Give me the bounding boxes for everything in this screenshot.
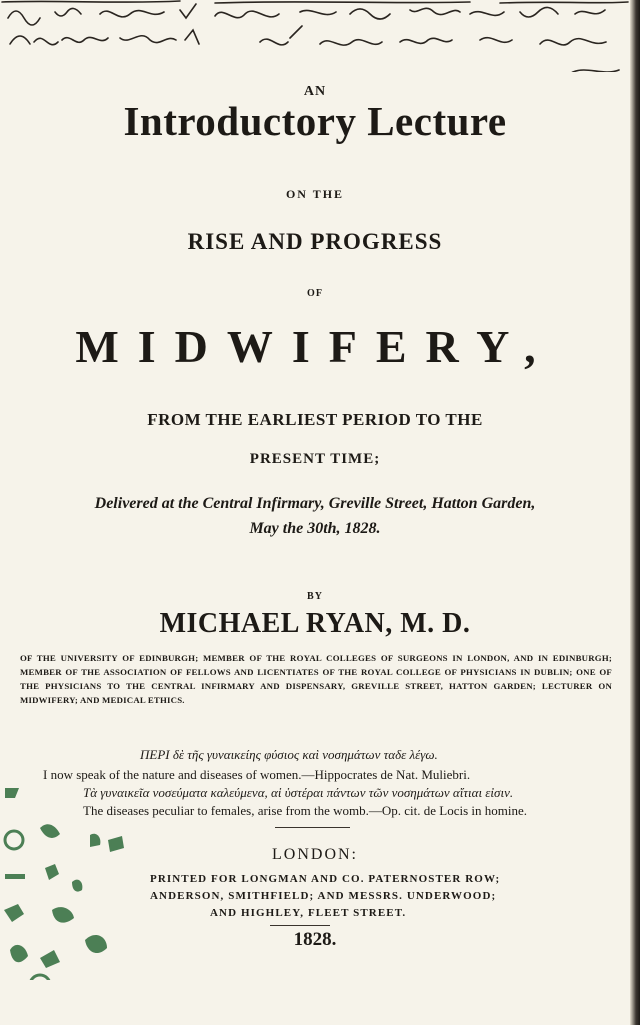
epigraph-english-second: The diseases peculiar to females, arise from the womb.—Op. cit. de Locis in homine. — [83, 803, 528, 818]
imprint-line-2: ANDERSON, SMITHFIELD; AND MESSRS. UNDERWOOD; — [150, 890, 497, 902]
imprint-line-1: PRINTED FOR LONGMAN AND CO. PATERNOSTER ROW; — [150, 873, 501, 885]
page-edge — [630, 0, 640, 1025]
epigraph-greek: ΠΕΡΙ δὲ τῆς γυναικείης φύσιος καὶ νοσημάτων ταδε λέγω. — [140, 747, 438, 762]
delivery-info — [0, 491, 630, 541]
imprint-year: 1828. — [293, 929, 337, 950]
rise-progress-heading: RISE AND PROGRESS — [187, 229, 443, 254]
on-the-label: ON THE — [285, 187, 345, 201]
present-time-line: PRESENT TIME; — [249, 451, 381, 467]
imprint-city: LONDON: — [272, 846, 358, 863]
by-label: BY — [307, 591, 323, 602]
from-line: FROM THE EARLIEST PERIOD TO THE — [147, 410, 483, 429]
epigraph-english: I now speak of the nature and diseases of women.—Hippocrates de Nat. Muliebri. — [43, 767, 471, 782]
article-label: AN — [303, 84, 327, 99]
handwritten-inscription — [0, 0, 630, 72]
delivery-date: May the 30th, 1828. — [249, 520, 381, 537]
imprint-publishers — [150, 871, 620, 922]
of-label: OF — [307, 288, 323, 299]
year-rule — [270, 925, 330, 926]
divider-rule — [275, 827, 350, 828]
subject-heading: MIDWIFERY, — [75, 321, 555, 372]
library-stamp-icon — [0, 780, 160, 980]
author-name: MICHAEL RYAN, M. D. — [159, 608, 471, 639]
imprint-line-3: AND HIGHLEY, FLEET STREET. — [210, 907, 407, 919]
author-credentials: OF THE UNIVERSITY OF EDINBURGH; MEMBER OF THE ROYAL COLLEGES OF SURGEONS IN LONDON, AND IN EDINBURGH; MEMBER OF THE ASSOCIATION OF FELLOWS AND LICENTIATES OF THE ROYAL COLLEGE OF PHYSICIANS IN DUBLIN; ONE OF THE PHYSICIANS TO THE CENTRAL INFIRMARY AND DISPENSARY, GREVILLE STREET, HATTON GARDEN; LECTURER ON MIDWIFERY; AND MEDICAL ETHICS. — [20, 653, 612, 705]
delivery-place: Delivered at the Central Infirmary, Greville Street, Hatton Garden, — [94, 495, 536, 512]
blackletter-title: Introductory Lecture — [123, 98, 507, 144]
epigraph-greek-second: Τὰ γυναικεῖα νοσεύματα καλεύμενα, αἱ ὑστέραι πάντων τῶν νοσημάτων αἴτιαι εἰσιν. — [83, 785, 514, 800]
